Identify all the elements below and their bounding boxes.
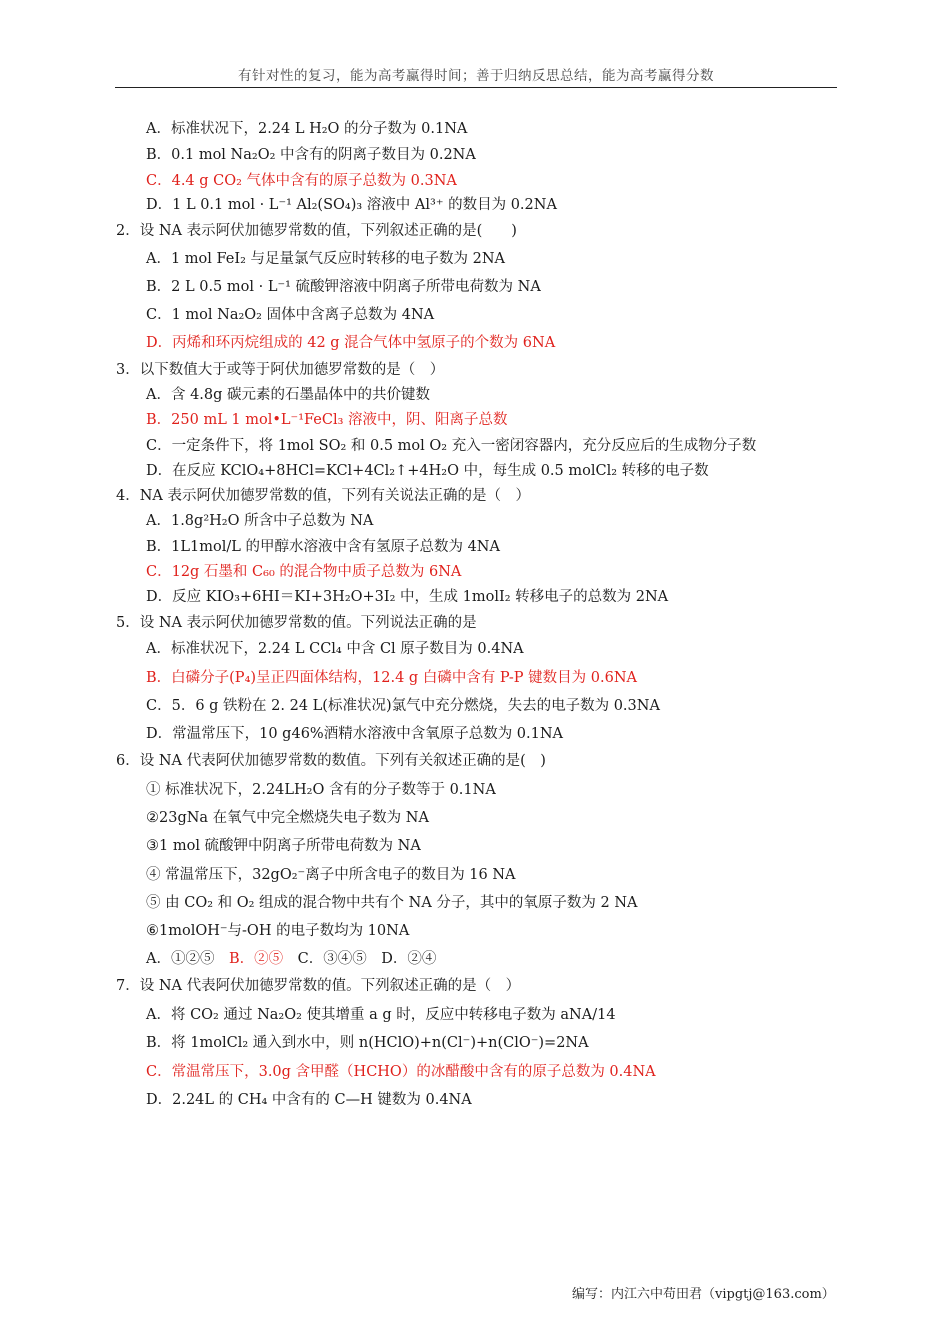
answer-option: D．1 L 0.1 mol · L⁻¹ Al₂(SO₄)₃ 溶液中 Al³⁺ 的数目为 0.2NA: [146, 197, 557, 213]
answer-option: C．1 mol Na₂O₂ 固体中含离子总数为 4NA: [146, 307, 435, 323]
answer-option: A．标准状况下，2.24 L CCl₄ 中含 Cl 原子数目为 0.4NA: [146, 641, 524, 657]
answer-option: C．5．6 g 铁粉在 2. 24 L(标准状况)氯气中充分燃烧，失去的电子数为 0.3NA: [146, 698, 660, 714]
question-stem: 5．设 NA 表示阿伏加德罗常数的值。下列说法正确的是: [116, 615, 477, 631]
answer-option: ⑤ 由 CO₂ 和 O₂ 组成的混合物中共有个 NA 分子，其中的氧原子数为 2 NA: [146, 895, 638, 911]
answer-option: A．1.8g²H₂O 所含中子总数为 NA: [146, 513, 374, 529]
answer-choice: C．③④⑤ D．②④: [283, 951, 437, 967]
answer-option: B．1L1mol/L 的甲醇水溶液中含有氢原子总数为 4NA: [146, 539, 500, 555]
answer-option: D．常温常压下，10 g46%酒精水溶液中含氧原子总数为 0.1NA: [146, 726, 564, 742]
answer-option: B．将 1molCl₂ 通入到水中，则 n(HClO)+n(Cl⁻)+n(ClO⁻)=2NA: [146, 1035, 589, 1051]
question-stem: 6．设 NA 代表阿伏加德罗常数的数值。下列有关叙述正确的是( ): [116, 753, 546, 769]
answer-option: D．在反应 KClO₄+8HCl=KCl+4Cl₂↑+4H₂O 中，每生成 0.5 molCl₂ 转移的电子数: [146, 463, 709, 479]
answer-option: ②23gNa 在氧气中完全燃烧失电子数为 NA: [146, 810, 429, 826]
answer-option: C．常温常压下，3.0g 含甲醛（HCHO）的冰醋酸中含有的原子总数为 0.4NA: [146, 1064, 656, 1080]
answer-option: A．将 CO₂ 通过 Na₂O₂ 使其增重 a g 时，反应中转移电子数为 aNA/14: [146, 1007, 616, 1023]
page-footer: 编写：内江六中苟田君（vipgtj@163.com）: [572, 1287, 835, 1302]
question-stem: 7．设 NA 代表阿伏加德罗常数的值。下列叙述正确的是（ ）: [116, 978, 521, 994]
answer-option: C．一定条件下，将 1mol SO₂ 和 0.5 mol O₂ 充入一密闭容器内，充分反应后的生成物分子数: [146, 438, 757, 454]
answer-option: C．4.4 g CO₂ 气体中含有的原子总数为 0.3NA: [146, 173, 457, 189]
answer-option: B．白磷分子(P₄)呈正四面体结构，12.4 g 白磷中含有 P-P 键数目为 0.6NA: [146, 670, 637, 686]
question-stem: 3．以下数值大于或等于阿伏加德罗常数的是（ ）: [116, 362, 445, 378]
answer-option: ④ 常温常压下，32gO₂⁻离子中所含电子的数目为 16 NA: [146, 867, 516, 883]
answer-option: B．250 mL 1 mol•L⁻¹FeCl₃ 溶液中，阴、阳离子总数: [146, 412, 508, 428]
answer-choice: A．①②⑤: [146, 951, 229, 967]
question-stem: 4．NA 表示阿伏加德罗常数的值，下列有关说法正确的是（ ）: [116, 488, 530, 504]
answer-option: ① 标准状况下，2.24LH₂O 含有的分子数等于 0.1NA: [146, 782, 496, 798]
answer-choice: B．②⑤: [228, 951, 284, 967]
header-rule: [115, 87, 837, 88]
answer-option: D．2.24L 的 CH₄ 中含有的 C—H 键数为 0.4NA: [146, 1092, 472, 1108]
answer-option: A．标准状况下，2.24 L H₂O 的分子数为 0.1NA: [146, 121, 468, 137]
answer-option: B．0.1 mol Na₂O₂ 中含有的阴离子数目为 0.2NA: [146, 147, 476, 163]
page-header: 有针对性的复习，能为高考赢得时间；善于归纳反思总结，能为高考赢得分数: [238, 68, 714, 84]
question-stem: 2．设 NA 表示阿伏加德罗常数的值，下列叙述正确的是( ): [116, 223, 517, 239]
answer-option: ③1 mol 硫酸钾中阴离子所带电荷数为 NA: [146, 838, 421, 854]
answer-choices-row: [146, 950, 436, 968]
answer-option: ⑥1molOH⁻与-OH 的电子数均为 10NA: [146, 923, 410, 939]
answer-option: D．反应 KIO₃+6HI＝KI+3H₂O+3I₂ 中，生成 1molI₂ 转移电子的总数为 2NA: [146, 589, 669, 605]
answer-option: A．1 mol FeI₂ 与足量氯气反应时转移的电子数为 2NA: [146, 251, 506, 267]
answer-option: B．2 L 0.5 mol · L⁻¹ 硫酸钾溶液中阴离子所带电荷数为 NA: [146, 279, 541, 295]
answer-option: D．丙烯和环丙烷组成的 42 g 混合气体中氢原子的个数为 6NA: [146, 335, 556, 351]
answer-option: A．含 4.8g 碳元素的石墨晶体中的共价键数: [146, 387, 431, 403]
answer-option: C．12g 石墨和 C₆₀ 的混合物中质子总数为 6NA: [146, 564, 462, 580]
